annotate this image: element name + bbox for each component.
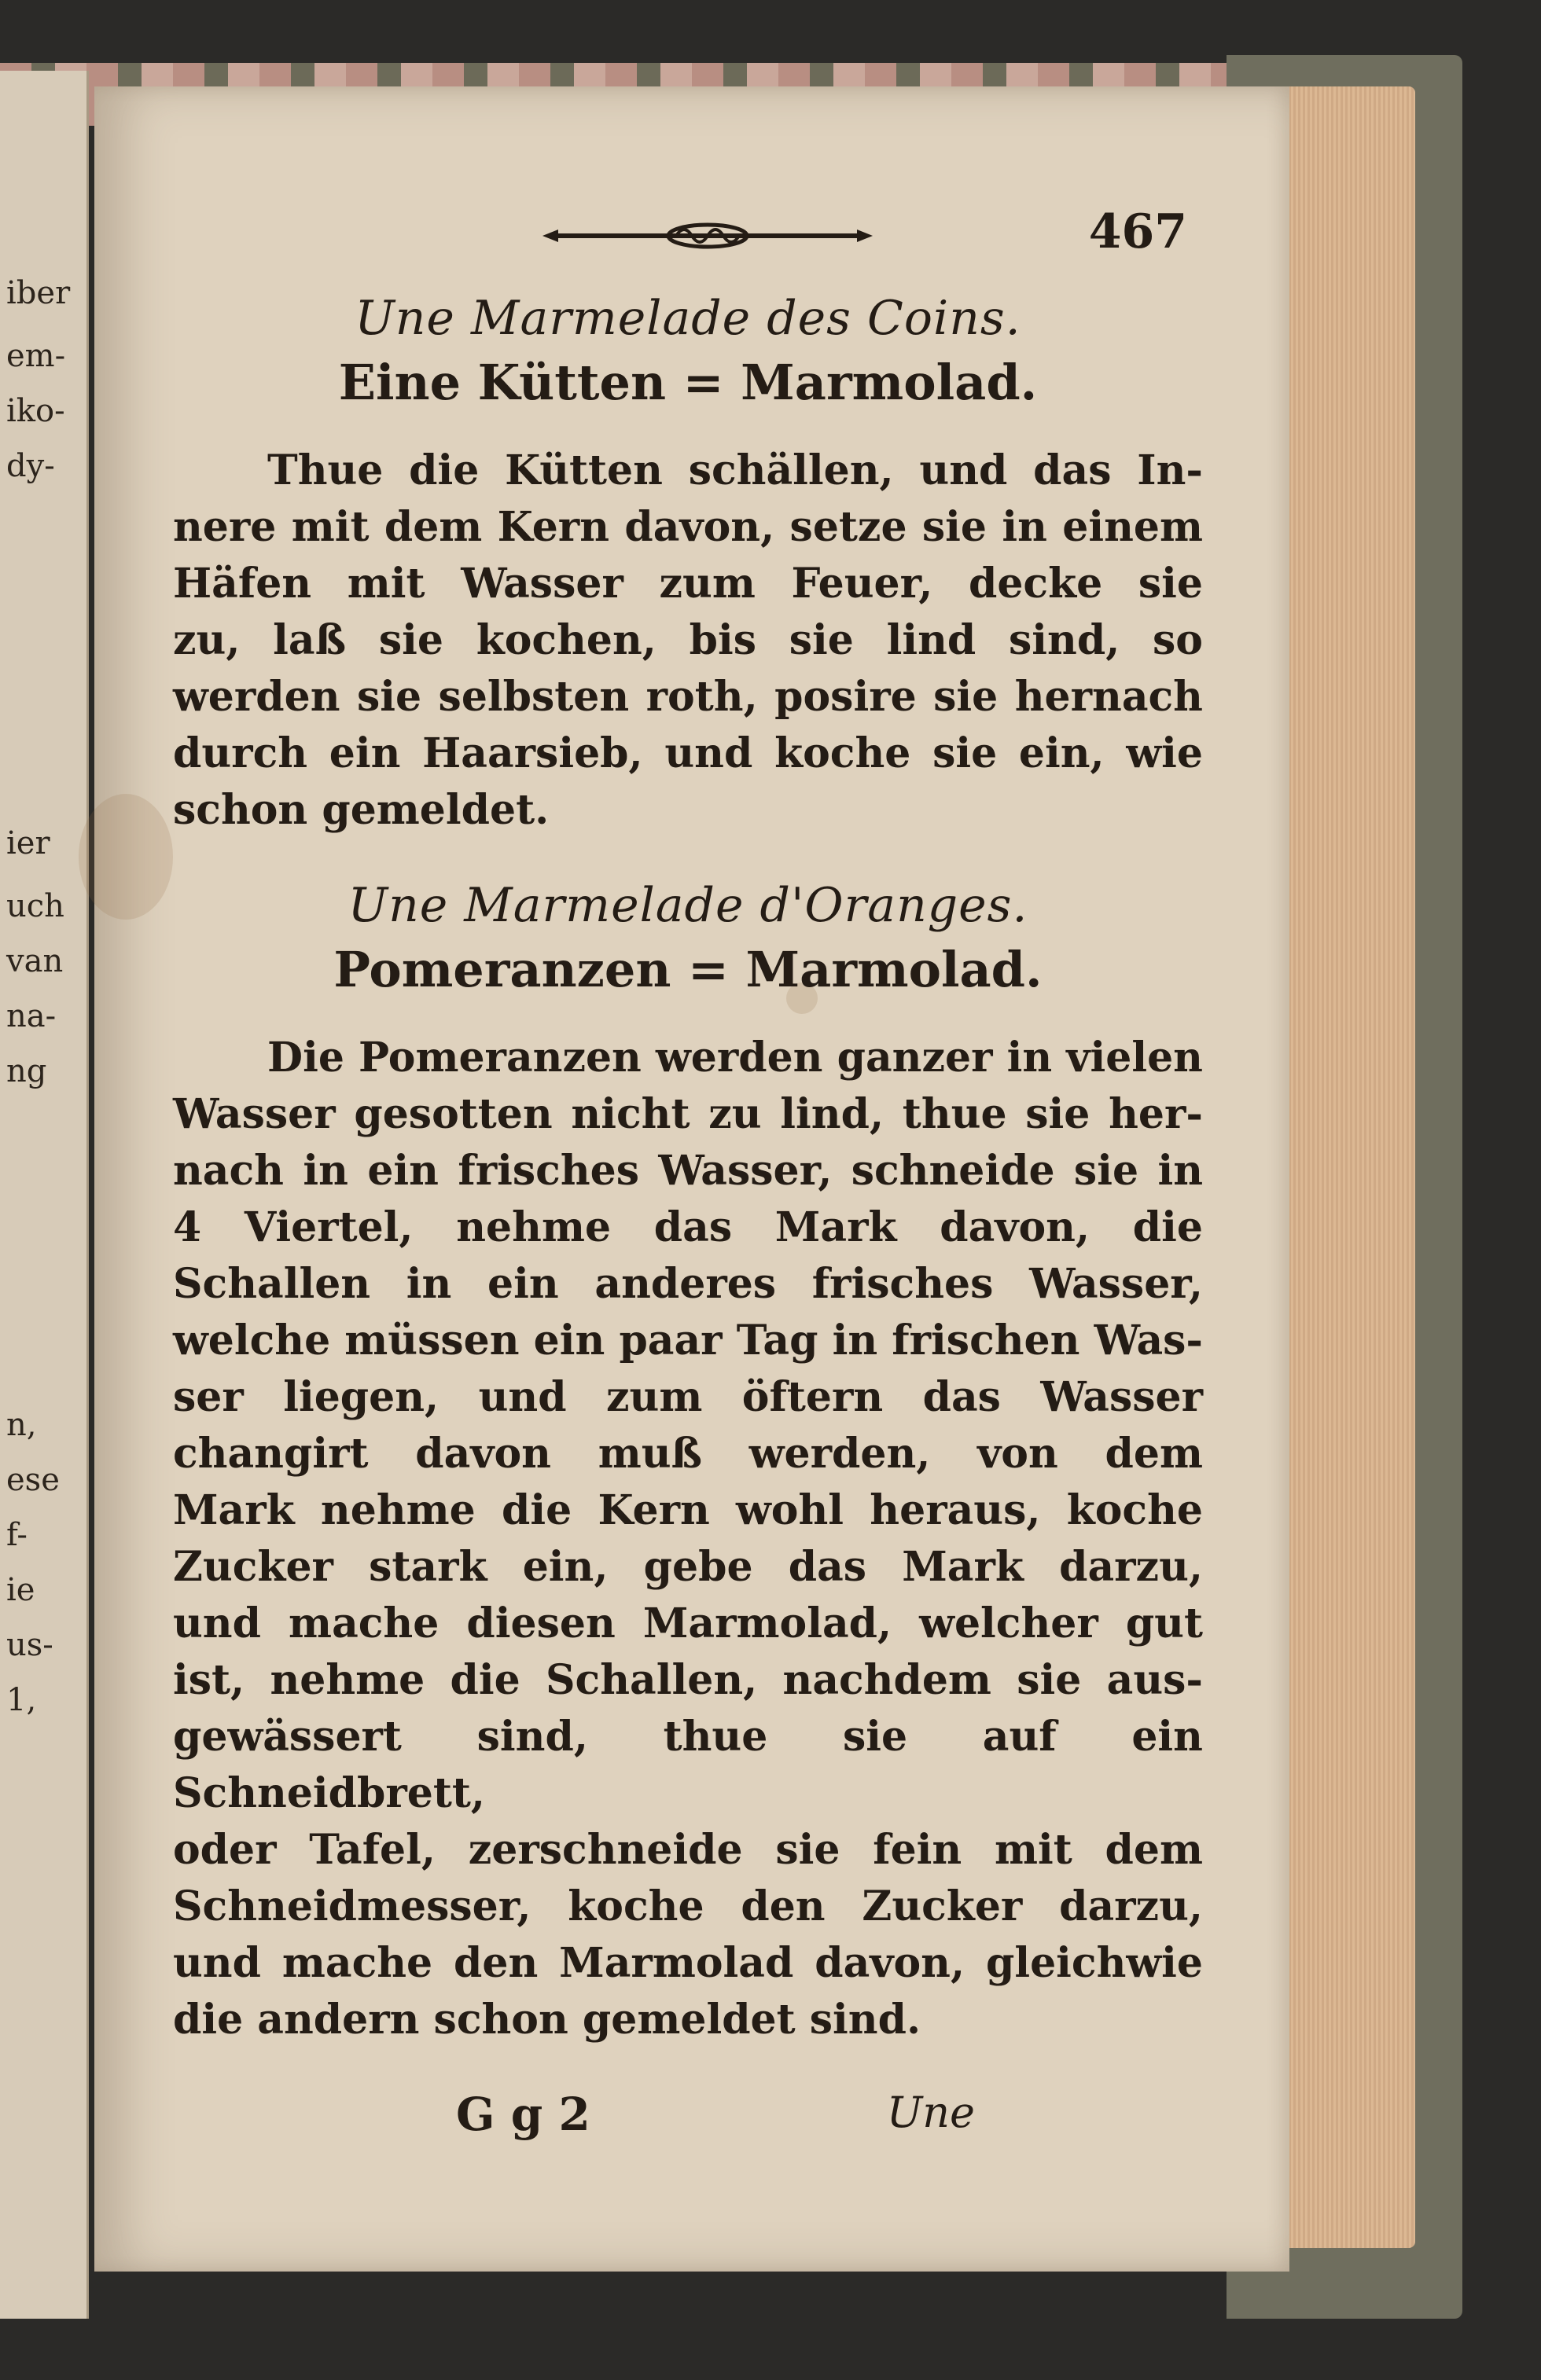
text-line: Häfen mit Wasser zum Feuer, decke sie [173, 560, 1203, 608]
left-page-fragment: 1, [6, 1682, 37, 1718]
text-line: Schneidmesser, koche den Zucker darzu, [173, 1882, 1203, 1930]
text-line: nach in ein frisches Wasser, schneide sie in [173, 1147, 1203, 1195]
text-line: Schallen in ein anderes frisches Wasser, [173, 1260, 1203, 1308]
text-line: gewässert sind, thue sie auf ein Schneidbrett, [173, 1713, 1203, 1817]
book-page [94, 86, 1289, 2272]
left-page-fragment: dy- [6, 448, 55, 484]
text-line: werden sie selbsten roth, posire sie hernach [173, 673, 1203, 721]
page-header [173, 204, 1203, 275]
text-line: Wasser gesotten nicht zu lind, thue sie her- [173, 1090, 1203, 1138]
text-line: Thue die Kütten schällen, und das In- [267, 446, 1203, 494]
paper-stain [79, 794, 173, 920]
left-page-fragment: uch [6, 888, 64, 924]
catchword: Une [886, 2088, 975, 2137]
text-line: Mark nehme die Kern wohl heraus, koche [173, 1486, 1203, 1534]
left-page [0, 71, 89, 2319]
page-content [173, 204, 1203, 2158]
text-line: schon gemeldet. [173, 786, 550, 834]
text-line: und mache den Marmolad davon, gleichwie [173, 1939, 1203, 1987]
text-line: zu, laß sie kochen, bis sie lind sind, so [173, 616, 1203, 664]
text-line: nere mit dem Kern davon, setze sie in einem [173, 503, 1203, 551]
page-footer [173, 2088, 1203, 2158]
section-1-german-title: Eine Kütten = Marmolad. [338, 354, 1038, 411]
text-line: welche müssen ein paar Tag in frischen Was- [173, 1317, 1203, 1364]
text-line: oder Tafel, zerschneide sie fein mit dem [173, 1826, 1203, 1874]
text-line: changirt davon muß werden, von dem [173, 1430, 1203, 1478]
left-page-fragment: ier [6, 825, 50, 861]
left-page-fragment: iko- [6, 393, 65, 429]
text-line: durch ein Haarsieb, und koche sie ein, wie [173, 729, 1203, 777]
section-1-paragraph [173, 443, 1203, 839]
text-line: ser liegen, und zum öftern das Wasser [173, 1373, 1203, 1421]
left-page-fragment: van [6, 943, 64, 979]
section-2-french-title: Une Marmelade d'Oranges. [348, 878, 1028, 933]
left-page-fragment: iber [6, 275, 71, 311]
page-number: 467 [1088, 204, 1187, 259]
text-line: Zucker stark ein, gebe das Mark darzu, [173, 1543, 1203, 1591]
left-page-fragment: f- [6, 1517, 28, 1553]
left-page-fragment: n, [6, 1407, 37, 1443]
ornament-rule-icon [542, 220, 873, 252]
section-1-french-title: Une Marmelade des Coins. [355, 291, 1021, 346]
text-line: und mache diesen Marmolad, welcher gut [173, 1600, 1203, 1647]
text-line: die andern schon gemeldet sind. [173, 1996, 921, 2044]
left-page-fragment: us- [6, 1627, 53, 1663]
text-line: ist, nehme die Schallen, nachdem sie aus- [173, 1656, 1203, 1704]
text-line: 4 Viertel, nehme das Mark davon, die [173, 1203, 1203, 1251]
section-2-paragraph [173, 1030, 1203, 2048]
left-page-fragment: ese [6, 1462, 60, 1498]
left-page-fragment: ng [6, 1053, 47, 1089]
signature-mark: G g 2 [456, 2088, 590, 2141]
left-page-fragment: na- [6, 998, 57, 1034]
section-2-german-title: Pomeranzen = Marmolad. [333, 941, 1043, 998]
left-page-fragment: em- [6, 338, 66, 374]
left-page-fragment: ie [6, 1572, 35, 1608]
text-line: Die Pomeranzen werden ganzer in vielen [267, 1034, 1203, 1082]
